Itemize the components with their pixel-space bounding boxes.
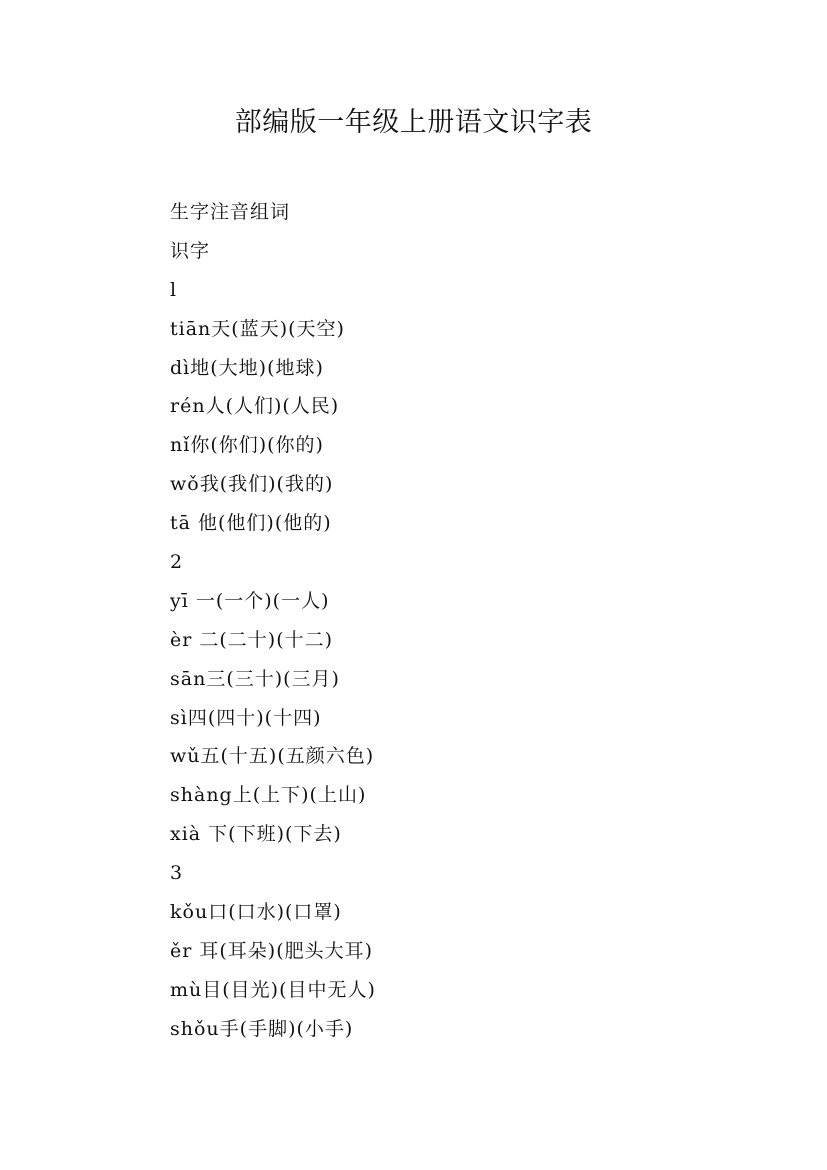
list-item: mù目(目光)(目中无人)	[170, 978, 376, 1001]
list-item: sì四(四十)(十四)	[170, 706, 322, 729]
list-item: rén人(人们)(人民)	[170, 395, 340, 418]
list-item: yī 一(一个)(一人)	[170, 589, 330, 612]
list-item: 生字注音组词	[170, 201, 291, 223]
list-item: wǔ五(十五)(五颜六色)	[170, 745, 375, 768]
list-item: sān三(三十)(三月)	[170, 667, 340, 690]
word-list	[170, 193, 770, 1049]
list-item: l	[170, 278, 178, 301]
list-item: tiān天(蓝天)(天空)	[170, 317, 345, 340]
list-item: xià 下(下班)(下去)	[170, 823, 342, 846]
list-item: dì地(大地)(地球)	[170, 356, 324, 379]
list-item: 识字	[170, 239, 211, 262]
list-item: ěr 耳(耳朵)(肥头大耳)	[170, 939, 374, 962]
list-item: 2	[170, 551, 184, 574]
list-item: shǒu手(手脚)(小手)	[170, 1017, 354, 1040]
list-item: wǒ我(我们)(我的)	[170, 473, 334, 496]
list-item: nǐ你(你们)(你的)	[170, 434, 324, 457]
list-item: kǒu口(口水)(口罩)	[170, 901, 342, 924]
list-item: 3	[170, 862, 184, 885]
list-item: tā 他(他们)(他的)	[170, 512, 332, 535]
list-item: èr 二(二十)(十二)	[170, 628, 334, 651]
page-title: 部编版一年级上册语文识字表	[234, 107, 593, 138]
list-item: shàng上(上下)(上山)	[170, 784, 367, 807]
